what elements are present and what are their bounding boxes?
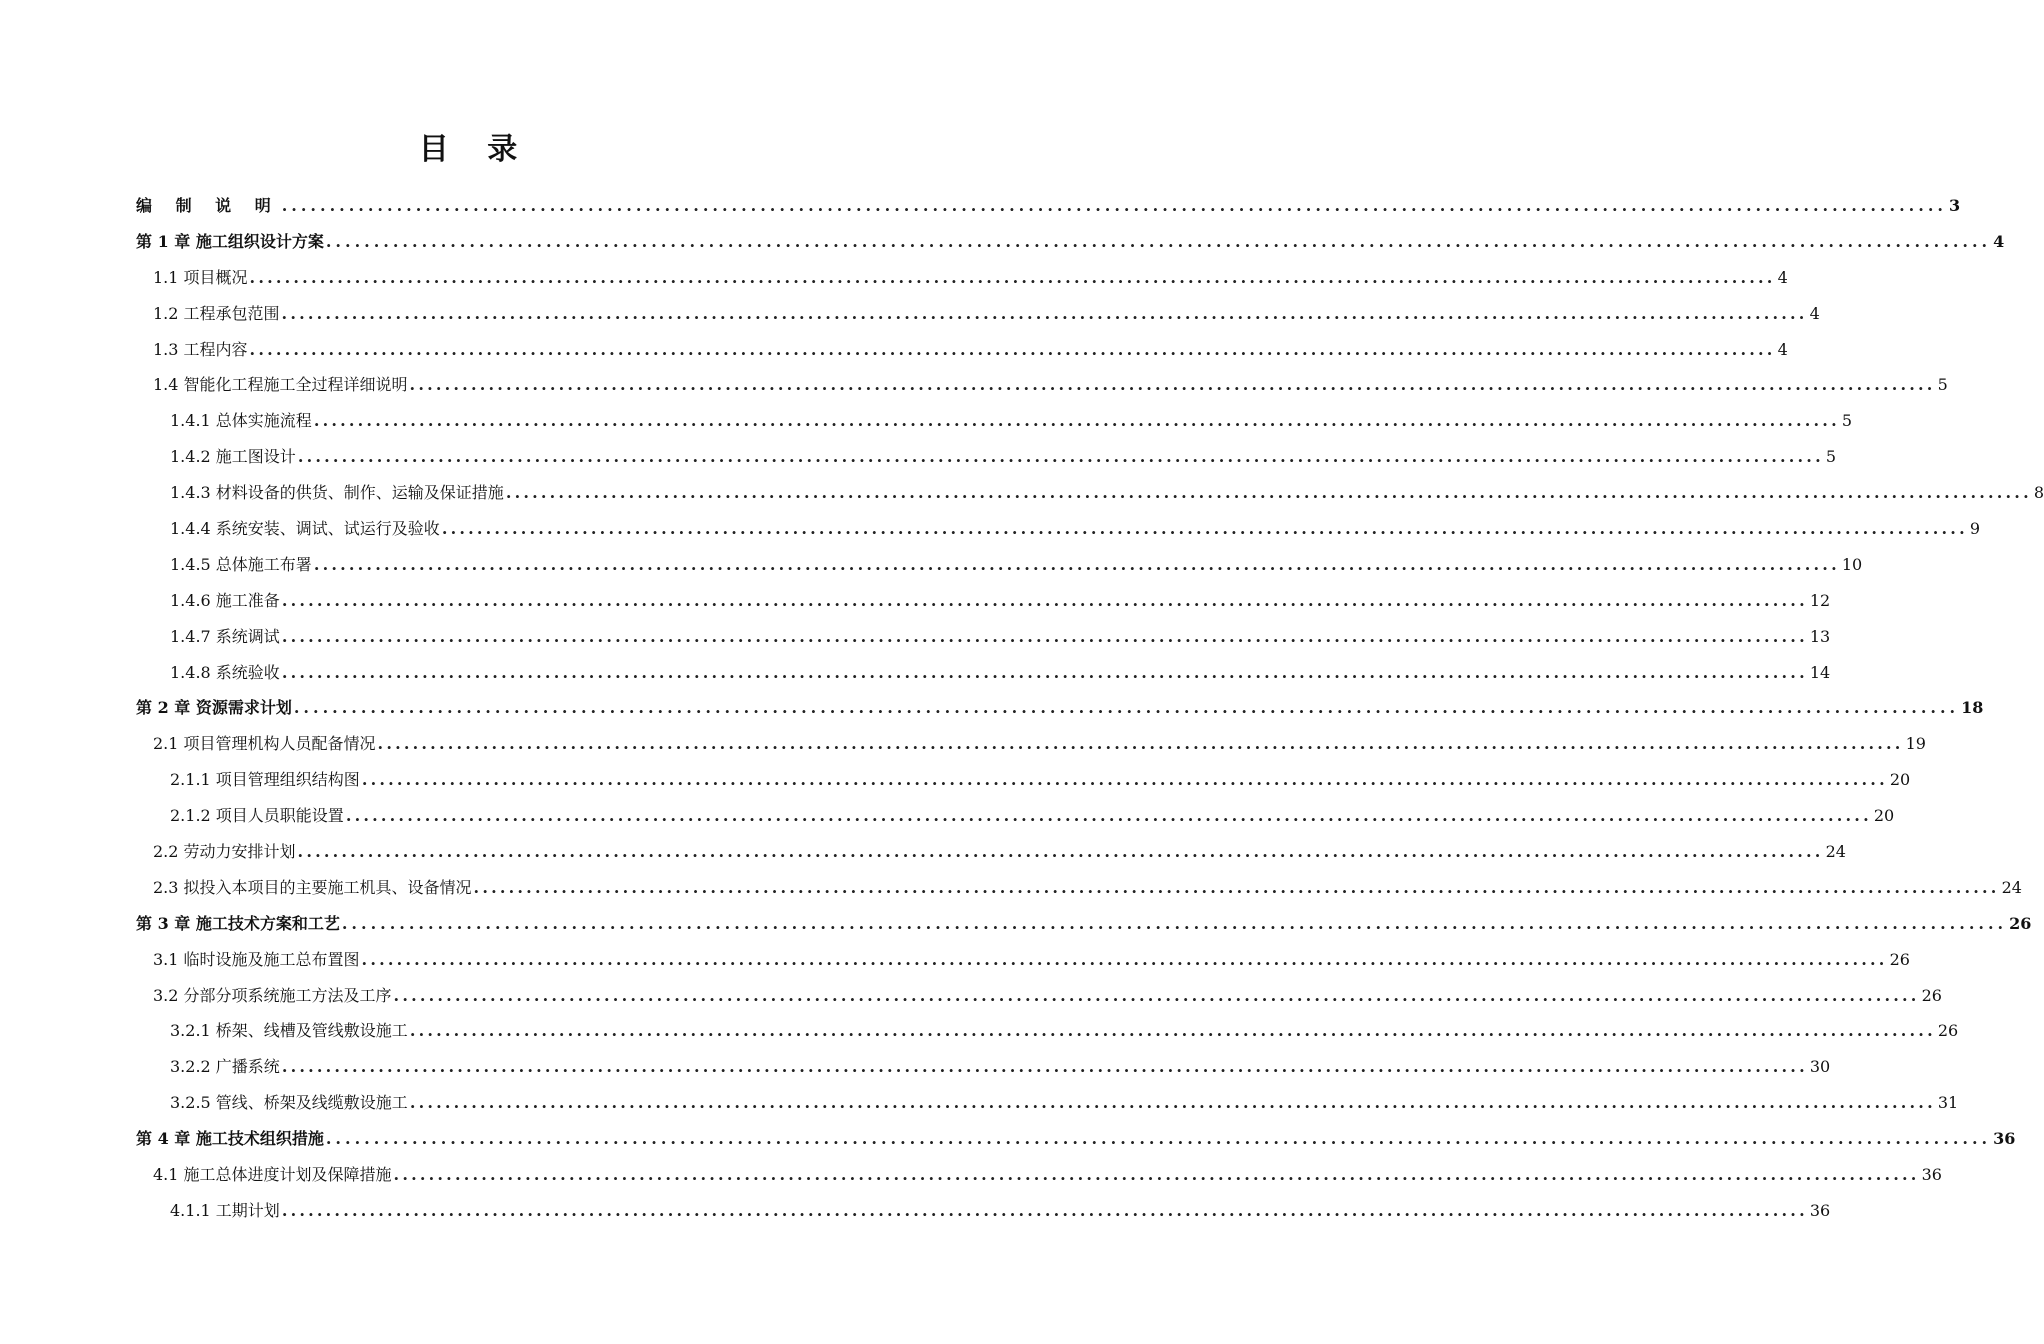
toc-dot-leader: .............................................................................................................................................................................. [297,447,1824,467]
toc-entry-title: 2.1.1 项目管理组织结构图 [170,770,360,790]
toc-entry-title: 1.4.2 施工图设计 [170,447,296,467]
toc-dot-leader: .............................................................................................................................................................................. [345,806,1872,826]
toc-entry[interactable] [136,439,1837,475]
toc-page-number: 20 [1889,770,1911,790]
toc-page-number: 5 [1937,375,1948,395]
toc-entry[interactable] [136,942,1910,978]
toc-entry[interactable] [136,834,1846,870]
toc-page-number: 18 [1961,698,1984,718]
toc-dot-leader: .............................................................................................................................................................................. [377,734,1904,754]
toc-page-number: 24 [1825,842,1846,862]
toc-entry-title: 1.4.3 材料设备的供货、制作、运输及保证措施 [170,483,504,503]
toc-dot-leader: .............................................................................................................................................................................. [361,949,1888,969]
toc-entry-title: 3.1 临时设施及施工总布置图 [153,949,360,969]
toc-entry[interactable] [136,798,1895,834]
toc-entry[interactable] [136,224,2005,260]
toc-dot-leader: .............................................................................................................................................................................. [409,1093,1936,1113]
toc-page-number: 3 [1948,196,1961,215]
toc-entry[interactable] [136,762,1911,798]
toc-entry[interactable] [136,1013,1959,1049]
toc-dot-leader: .............................................................................................................................................................................. [281,1200,1808,1220]
toc-entry[interactable] [136,1085,1959,1121]
toc-entry-title: 1.4.6 施工准备 [170,590,280,610]
toc-title: 目 录 [418,132,532,167]
toc-page-number: 9 [1969,519,1981,539]
toc-dot-leader: .............................................................................................................................................................................. [293,698,1960,718]
toc-entry[interactable] [136,188,1961,224]
toc-entry-title: 1.4.7 系统调试 [170,626,280,646]
toc-entry-title: 3.2.5 管线、桥架及线缆敷设施工 [170,1093,408,1113]
toc-entry-title: 编 制 说 明 [136,196,280,215]
toc-entry[interactable] [136,1121,2016,1157]
toc-entry-title: 3.2 分部分项系统施工方法及工序 [153,985,392,1005]
toc-page-number: 36 [1993,1129,2016,1149]
toc-entry[interactable] [136,367,1948,403]
toc-entry-title: 1.3 工程内容 [153,339,248,359]
toc-page-number: 26 [1889,949,1910,969]
toc-entry[interactable] [136,511,1981,547]
toc-dot-leader: .............................................................................................................................................................................. [473,877,2000,897]
toc-page-number: 13 [1809,626,1831,646]
toc-dot-leader: .............................................................................................................................................................................. [281,626,1808,646]
toc-page-number: 4 [1777,339,1788,359]
toc-entry-title: 1.1 项目概况 [153,267,248,287]
toc-page-number: 5 [1841,411,1853,431]
toc-dot-leader: .............................................................................................................................................................................. [361,770,1888,790]
toc-entry-title: 4.1 施工总体进度计划及保障措施 [153,1165,392,1185]
toc-entry[interactable] [136,726,1926,762]
toc-entry-title: 1.4.8 系统验收 [170,662,280,682]
toc-page-number: 26 [1937,1021,1959,1041]
toc-dot-leader: .............................................................................................................................................................................. [281,662,1808,682]
toc-dot-leader: .............................................................................................................................................................................. [325,1129,1992,1149]
toc-dot-leader: .............................................................................................................................................................................. [249,339,1776,359]
toc-dot-leader: .............................................................................................................................................................................. [341,913,2008,933]
toc-entry[interactable] [136,332,1788,368]
toc-page-number: 36 [1921,1165,1942,1185]
toc-dot-leader: .............................................................................................................................................................................. [409,375,1936,395]
toc-dot-leader: .............................................................................................................................................................................. [313,411,1840,431]
toc-page-number: 26 [2009,913,2032,933]
toc-dot-leader: .............................................................................................................................................................................. [281,1057,1808,1077]
toc-entry-title: 2.1 项目管理机构人员配备情况 [153,734,376,754]
toc-entry-title: 第 4 章 施工技术组织措施 [136,1129,324,1149]
toc-entry[interactable] [136,260,1788,296]
toc-page-number: 8 [2033,483,2044,503]
toc-page-number: 12 [1809,590,1831,610]
toc-entry-title: 第 2 章 资源需求计划 [136,698,292,718]
toc-page-number: 26 [1921,985,1942,1005]
toc-page-number: 19 [1905,734,1926,754]
toc-page-number: 10 [1841,554,1863,574]
toc-dot-leader: .............................................................................................................................................................................. [393,1165,1920,1185]
toc-dot-leader: .............................................................................................................................................................................. [281,196,1947,215]
toc-entry-title: 2.3 拟投入本项目的主要施工机具、设备情况 [153,877,472,897]
toc-entry[interactable] [136,690,1984,726]
toc-page-number: 36 [1809,1200,1831,1220]
toc-entry-title: 3.2.2 广播系统 [170,1057,280,1077]
toc-page-number: 4 [1993,231,2005,251]
toc-entry[interactable] [136,906,2032,942]
toc-entry-title: 2.2 劳动力安排计划 [153,842,296,862]
toc-entry[interactable] [136,619,1831,655]
toc-entry-title: 1.4.1 总体实施流程 [170,411,312,431]
toc-page-number: 31 [1937,1093,1959,1113]
toc-page-number: 20 [1873,806,1895,826]
toc-entry-title: 第 3 章 施工技术方案和工艺 [136,913,340,933]
toc-entry-title: 3.2.1 桥架、线槽及管线敷设施工 [170,1021,408,1041]
toc-page-number: 5 [1825,447,1837,467]
toc-dot-leader: .............................................................................................................................................................................. [281,590,1808,610]
toc-entry-title: 4.1.1 工期计划 [170,1200,280,1220]
toc-entry-title: 第 1 章 施工组织设计方案 [136,231,324,251]
toc-entry[interactable] [136,475,2044,511]
toc-page-number: 14 [1809,662,1831,682]
toc-dot-leader: .............................................................................................................................................................................. [249,267,1776,287]
table-of-contents [136,188,2044,1229]
toc-page-number: 4 [1809,303,1820,323]
toc-dot-leader: .............................................................................................................................................................................. [505,483,2032,503]
toc-dot-leader: .............................................................................................................................................................................. [441,519,1968,539]
toc-entry-title: 1.4 智能化工程施工全过程详细说明 [153,375,408,395]
toc-entry-title: 1.4.4 系统安装、调试、试运行及验收 [170,519,440,539]
toc-entry-title: 1.4.5 总体施工布署 [170,554,312,574]
toc-dot-leader: .............................................................................................................................................................................. [297,842,1824,862]
toc-page-number: 24 [2001,877,2022,897]
toc-page-number: 30 [1809,1057,1831,1077]
toc-dot-leader: .............................................................................................................................................................................. [281,303,1808,323]
toc-entry[interactable] [136,870,2022,906]
toc-page-number: 4 [1777,267,1788,287]
toc-entry[interactable] [136,583,1831,619]
toc-entry[interactable] [136,1193,1831,1229]
toc-entry[interactable] [136,296,1820,332]
toc-dot-leader: .............................................................................................................................................................................. [409,1021,1936,1041]
toc-entry[interactable] [136,1049,1831,1085]
toc-entry[interactable] [136,403,1853,439]
toc-entry[interactable] [136,1157,1942,1193]
toc-entry-title: 2.1.2 项目人员职能设置 [170,806,344,826]
toc-entry[interactable] [136,978,1942,1014]
toc-entry-title: 1.2 工程承包范围 [153,303,280,323]
toc-dot-leader: .............................................................................................................................................................................. [325,231,1992,251]
toc-dot-leader: .............................................................................................................................................................................. [313,554,1840,574]
toc-entry[interactable] [136,655,1831,691]
toc-entry[interactable] [136,547,1863,583]
toc-dot-leader: .............................................................................................................................................................................. [393,985,1920,1005]
